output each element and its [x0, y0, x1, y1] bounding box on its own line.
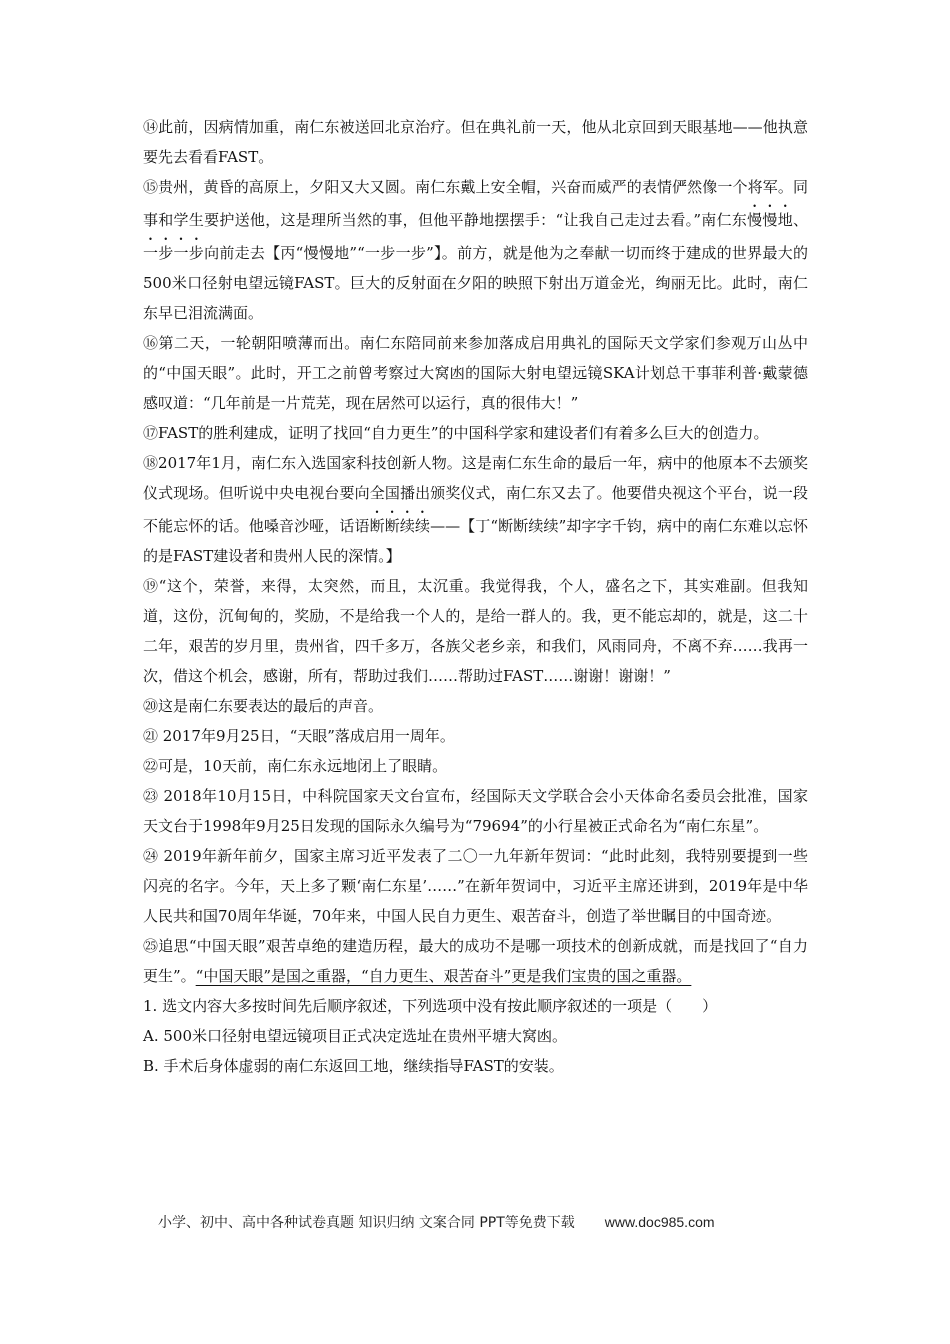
paragraph-15-text-c: 向前走去【丙“慢慢地”“一步一步”】。前方，就是他为之奉献一切而终于建成的世界最大的500米口径射电望远镜FAST。巨大的反射面在夕阳的映照下射出万道金光，绚丽无比。此时，南仁东早已泪流满面。	[143, 244, 808, 322]
paragraph-21: ㉑ 2017年9月25日，“天眼”落成启用一周年。	[143, 727, 455, 745]
emphasis-yibuyibu: 一步一步	[143, 244, 205, 262]
footer-url: www.doc985.com	[604, 1214, 715, 1230]
paragraph-20: ⑳这是南仁东要表达的最后的声音。	[143, 697, 384, 715]
emphasis-duanduanxuxu: 断断续续	[369, 517, 431, 535]
paragraph-16: ⑯第二天，一轮朝阳喷薄而出。南仁东陪同前来参加落成启用典礼的国际天文学家们参观万山丛中的“中国天眼”。此时，开工之前曾考察过大窝凼的国际大射电望远镜SKA计划总干事菲利普·戴蒙德感叹道：“几年前是一片荒芜，现在居然可以运行，真的很伟大！”	[143, 334, 808, 412]
emphasis-manmandi: 慢慢地	[747, 211, 793, 229]
paragraph-24: ㉔ 2019年新年前夕，国家主席习近平发表了二〇一九年新年贺词：“此时此刻，我特别要提到一些闪亮的名字。今年，天上多了颗‘南仁东星’……”在新年贺词中，习近平主席还讲到，2019年是中华人民共和国70周年华诞，70年来，中国人民自力更生、艰苦奋斗，创造了举世瞩目的中国奇迹。	[143, 847, 808, 925]
paragraph-15-text-b: 、	[792, 211, 808, 229]
document-body	[143, 112, 808, 1081]
footer-text: 小学、初中、高中各种试卷真题 知识归纳 文案合同 PPT等免费下载	[158, 1215, 575, 1231]
question-option-a: A. 500米口径射电望远镜项目正式决定选址在贵州平塘大窝凼。	[143, 1027, 568, 1045]
paragraph-15-text-a: ⑮贵州，黄昏的高原上，夕阳又大又圆。南仁东戴上安全帽，兴奋而威严的表情俨然像一个将军。同事和学生要护送他，这是理所当然的事，但他平静地摆摆手：“让我自己走过去看。”南仁东	[143, 178, 808, 229]
paragraph-25-text: ㉕追思“中国天眼”艰苦卓绝的建造历程，最大的成功不是哪一项技术的创新成就，而是找回了“自力更生”。	[143, 937, 808, 985]
paragraph-14: ⑭此前，因病情加重，南仁东被送回北京治疗。但在典礼前一天，他从北京回到天眼基地——他执意要先去看看FAST。	[143, 118, 808, 166]
paragraph-18-text-b: ——【丁“断断续续”却字字千钧，病中的南仁东难以忘怀的是FAST建设者和贵州人民的深情。】	[143, 517, 808, 565]
paragraph-25	[143, 931, 808, 991]
paragraph-18-text-a: ⑱2017年1月，南仁东入选国家科技创新人物。这是南仁东生命的最后一年，病中的他原本不去颁奖仪式现场。但听说中央电视台要向全国播出颁奖仪式，南仁东又去了。他要借央视这个平台，说一段不能忘怀的话。他嗓音沙哑，话语	[143, 454, 808, 535]
footer	[158, 1212, 798, 1232]
paragraph-15	[143, 172, 808, 328]
paragraph-18	[143, 448, 808, 571]
paragraph-22: ㉒可是，10天前，南仁东永远地闭上了眼睛。	[143, 757, 448, 775]
paragraph-17: ⑰FAST的胜利建成，证明了找回“自力更生”的中国科学家和建设者们有着多么巨大的创造力。	[143, 424, 769, 442]
question-option-b: B. 手术后身体虚弱的南仁东返回工地，继续指导FAST的安装。	[143, 1057, 564, 1075]
paragraph-23: ㉓ 2018年10月15日，中科院国家天文台宣布，经国际天文学联合会小天体命名委员会批准，国家天文台于1998年9月25日发现的国际永久编号为“79694”的小行星被正式命名为“南仁东星”。	[143, 787, 808, 835]
underlined-sentence: “中国天眼”是国之重器，“自力更生、艰苦奋斗”更是我们宝贵的国之重器。	[195, 967, 692, 985]
question-stem: 1. 选文内容大多按时间先后顺序叙述，下列选项中没有按此顺序叙述的一项是（ ）	[143, 997, 718, 1015]
paragraph-19: ⑲“这个，荣誉，来得，太突然，而且，太沉重。我觉得我，个人，盛名之下，其实难副。但我知道，这份，沉甸甸的，奖励，不是给我一个人的，是给一群人的。我，更不能忘却的，就是，这二十二年，艰苦的岁月里，贵州省，四千多万，各族父老乡亲，和我们，风雨同舟，不离不弃……我再一次，借这个机会，感谢，所有，帮助过我们……帮助过FAST……谢谢！谢谢！”	[143, 577, 808, 685]
